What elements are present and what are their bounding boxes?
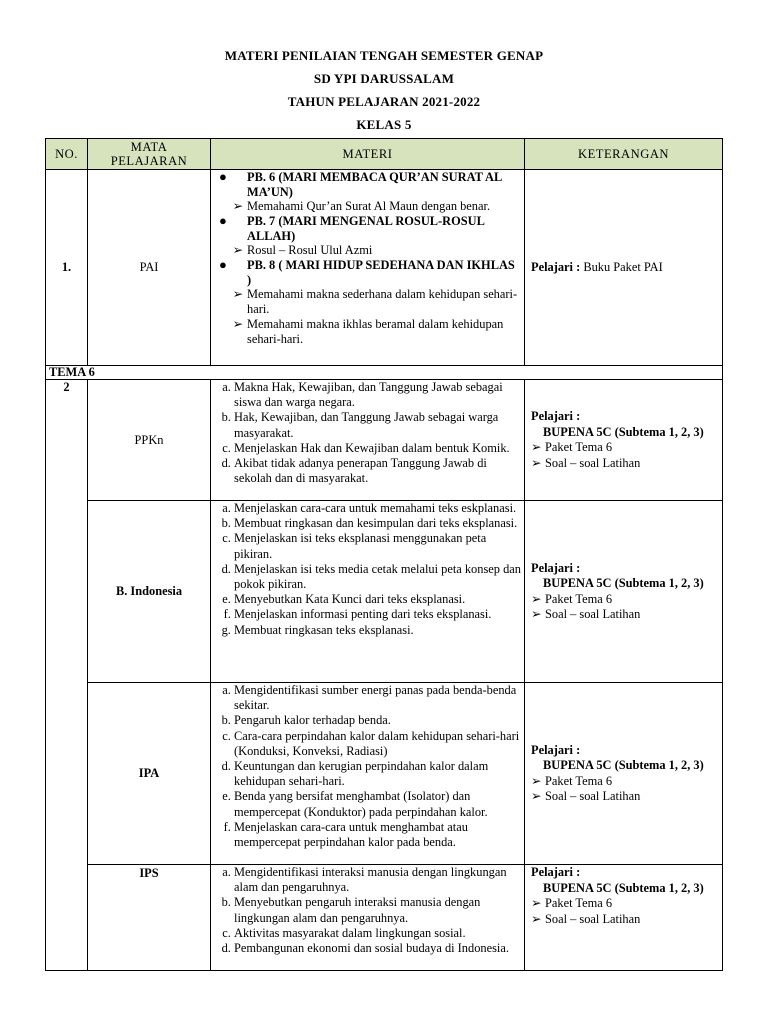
- header-school: SD YPI DARUSSALAM: [313, 71, 455, 86]
- row-number: 1.: [46, 170, 88, 366]
- list-item: d. Pembangunan ekonomi dan sosial budaya di Indonesia.: [234, 941, 521, 956]
- table-row-pai: [46, 170, 723, 366]
- ket-label: Pelajari :: [531, 259, 581, 274]
- list-item: b. Hak, Kewajiban, dan Tanggung Jawab sebagai warga masyarakat.: [234, 410, 521, 440]
- arrow-bullet-icon: ➢: [531, 773, 542, 788]
- bullet-icon: ●: [219, 169, 227, 184]
- ket-label: Pelajari :: [531, 560, 581, 575]
- list-item: a. Mengidentifikasi sumber energi panas pada benda-benda sekitar.: [234, 683, 521, 713]
- tema-label: TEMA 6: [46, 366, 723, 380]
- document-header: [0, 44, 768, 136]
- header-title: MATERI PENILAIAN TENGAH SEMESTER GENAP: [224, 48, 544, 63]
- list-item: ➢ Rosul – Rosul Ulul Azmi: [217, 243, 521, 258]
- row-number: 2: [46, 380, 88, 971]
- bullet-icon: ●: [219, 257, 227, 272]
- tema-row: [46, 366, 723, 380]
- arrow-bullet-icon: ➢: [531, 896, 542, 910]
- keterangan-bindo: [525, 501, 723, 683]
- ket-value: Buku Paket PAI: [583, 259, 663, 274]
- list-item: c. Menjelaskan Hak dan Kewajiban dalam bentuk Komik.: [234, 441, 521, 456]
- list-item: ➢ Paket Tema 6: [531, 440, 613, 454]
- list-item: a. Makna Hak, Kewajiban, dan Tanggung Jawab sebagai siswa dan warga negara.: [234, 380, 521, 410]
- header-year: TAHUN PELAJARAN 2021-2022: [287, 94, 481, 109]
- subject-ipa: IPA: [88, 683, 211, 865]
- keterangan-ppkn: [525, 380, 723, 501]
- pb-8-heading: ● PB. 8 ( MARI HIDUP SEDEHANA DAN IKHLAS ): [219, 257, 515, 287]
- arrow-bullet-icon: ➢: [232, 199, 243, 213]
- header-no: NO.: [46, 139, 88, 170]
- list-item: ➢ Soal – soal Latihan: [531, 455, 641, 470]
- list-item: b. Menyebutkan pengaruh interaksi manusia dengan lingkungan alam dan pengaruhnya.: [234, 895, 521, 925]
- materi-pai: [211, 170, 525, 366]
- keterangan-pai: [525, 170, 723, 366]
- list-item: e. Benda yang bersifat menghambat (Isolator) dan mempercepat (Konduktor) pada perpindahan kalor.: [234, 789, 521, 819]
- list-item: ➢ Paket Tema 6: [531, 591, 613, 606]
- list-item: d. Menjelaskan isi teks media cetak melalui peta konsep dan pokok pikiran.: [234, 562, 521, 592]
- pb-6-heading: ● PB. 6 (MARI MEMBACA QUR’AN SURAT AL MA’UN): [219, 169, 502, 199]
- keterangan-ipa: [525, 683, 723, 865]
- list-item: ➢ Paket Tema 6: [531, 896, 613, 910]
- list-item: ➢ Memahami makna ikhlas beramal dalam kehidupan sehari-hari.: [217, 317, 521, 347]
- arrow-bullet-icon: ➢: [531, 607, 542, 621]
- list-item: b. Membuat ringkasan dan kesimpulan dari teks eksplanasi.: [234, 516, 521, 531]
- arrow-bullet-icon: ➢: [531, 455, 542, 470]
- table-row-ppkn: [46, 380, 723, 501]
- arrow-bullet-icon: ➢: [531, 789, 542, 803]
- list-item: g. Membuat ringkasan teks eksplanasi.: [234, 623, 521, 638]
- materi-table: [45, 138, 723, 971]
- materi-ipa: [211, 683, 525, 865]
- subject-bindo: B. Indonesia: [88, 501, 211, 683]
- pb-7-heading: ● PB. 7 (MARI MENGENAL ROSUL-ROSUL ALLAH): [219, 213, 485, 243]
- list-item: b. Pengaruh kalor terhadap benda.: [234, 713, 521, 728]
- list-item: d. Akibat tidak adanya penerapan Tanggung Jawab di sekolah dan di masyarakat.: [234, 456, 521, 486]
- header-mapel: MATA PELAJARAN: [88, 139, 211, 170]
- subject-ips: IPS: [88, 865, 211, 971]
- table-header-row: [46, 139, 723, 170]
- list-item: ➢ Memahami makna sederhana dalam kehidupan sehari-hari.: [217, 287, 521, 317]
- list-item: ➢ Soal – soal Latihan: [531, 789, 641, 803]
- table-row-ipa: [46, 683, 723, 865]
- list-item: c. Aktivitas masyarakat dalam lingkungan sosial.: [234, 926, 521, 941]
- arrow-bullet-icon: ➢: [232, 243, 243, 257]
- header-materi: MATERI: [211, 139, 525, 170]
- list-item: ➢ Paket Tema 6: [531, 773, 613, 788]
- bullet-icon: ●: [219, 213, 227, 228]
- ket-bupena: BUPENA 5C (Subtema 1, 2, 3): [543, 758, 704, 772]
- list-item: f. Menjelaskan cara-cara untuk menghambat atau mempercepat perpindahan kalor pada benda.: [234, 820, 521, 850]
- ket-bupena: BUPENA 5C (Subtema 1, 2, 3): [543, 576, 704, 590]
- arrow-bullet-icon: ➢: [232, 317, 243, 331]
- ket-label: Pelajari :: [531, 409, 581, 423]
- arrow-bullet-icon: ➢: [531, 911, 542, 926]
- header-keterangan: KETERANGAN: [525, 139, 723, 170]
- list-item: c. Menjelaskan isi teks eksplanasi menggunakan peta pikiran.: [234, 531, 521, 561]
- arrow-bullet-icon: ➢: [531, 591, 542, 606]
- list-item: ➢ Memahami Qur’an Surat Al Maun dengan benar.: [217, 199, 521, 214]
- materi-bindo: [211, 501, 525, 683]
- list-item: a. Menjelaskan cara-cara untuk memahami teks eskplanasi.: [234, 501, 521, 516]
- list-item: c. Cara-cara perpindahan kalor dalam kehidupan sehari-hari (Konduksi, Konveksi, Radiasi): [234, 729, 521, 759]
- list-item: e. Menyebutkan Kata Kunci dari teks eksplanasi.: [234, 592, 521, 607]
- ket-bupena: BUPENA 5C (Subtema 1, 2, 3): [543, 880, 704, 895]
- header-class: KELAS 5: [356, 117, 412, 132]
- subject-pai: PAI: [88, 170, 211, 366]
- table-row-ips: [46, 865, 723, 971]
- materi-ppkn: [211, 380, 525, 501]
- materi-ips: [211, 865, 525, 971]
- ket-label: Pelajari :: [531, 865, 581, 879]
- list-item: ➢ Soal – soal Latihan: [531, 911, 641, 926]
- list-item: f. Menjelaskan informasi penting dari teks eksplanasi.: [234, 607, 521, 622]
- list-item: a. Mengidentifikasi interaksi manusia dengan lingkungan alam dan pengaruhnya.: [234, 865, 521, 895]
- arrow-bullet-icon: ➢: [531, 440, 542, 454]
- arrow-bullet-icon: ➢: [232, 287, 243, 301]
- ket-label: Pelajari :: [531, 742, 581, 757]
- list-item: ➢ Soal – soal Latihan: [531, 607, 641, 621]
- subject-ppkn: PPKn: [88, 380, 211, 501]
- ket-bupena: BUPENA 5C (Subtema 1, 2, 3): [543, 424, 704, 439]
- keterangan-ips: [525, 865, 723, 971]
- table-row-bindo: [46, 501, 723, 683]
- list-item: d. Keuntungan dan kerugian perpindahan kalor dalam kehidupan sehari-hari.: [234, 759, 521, 789]
